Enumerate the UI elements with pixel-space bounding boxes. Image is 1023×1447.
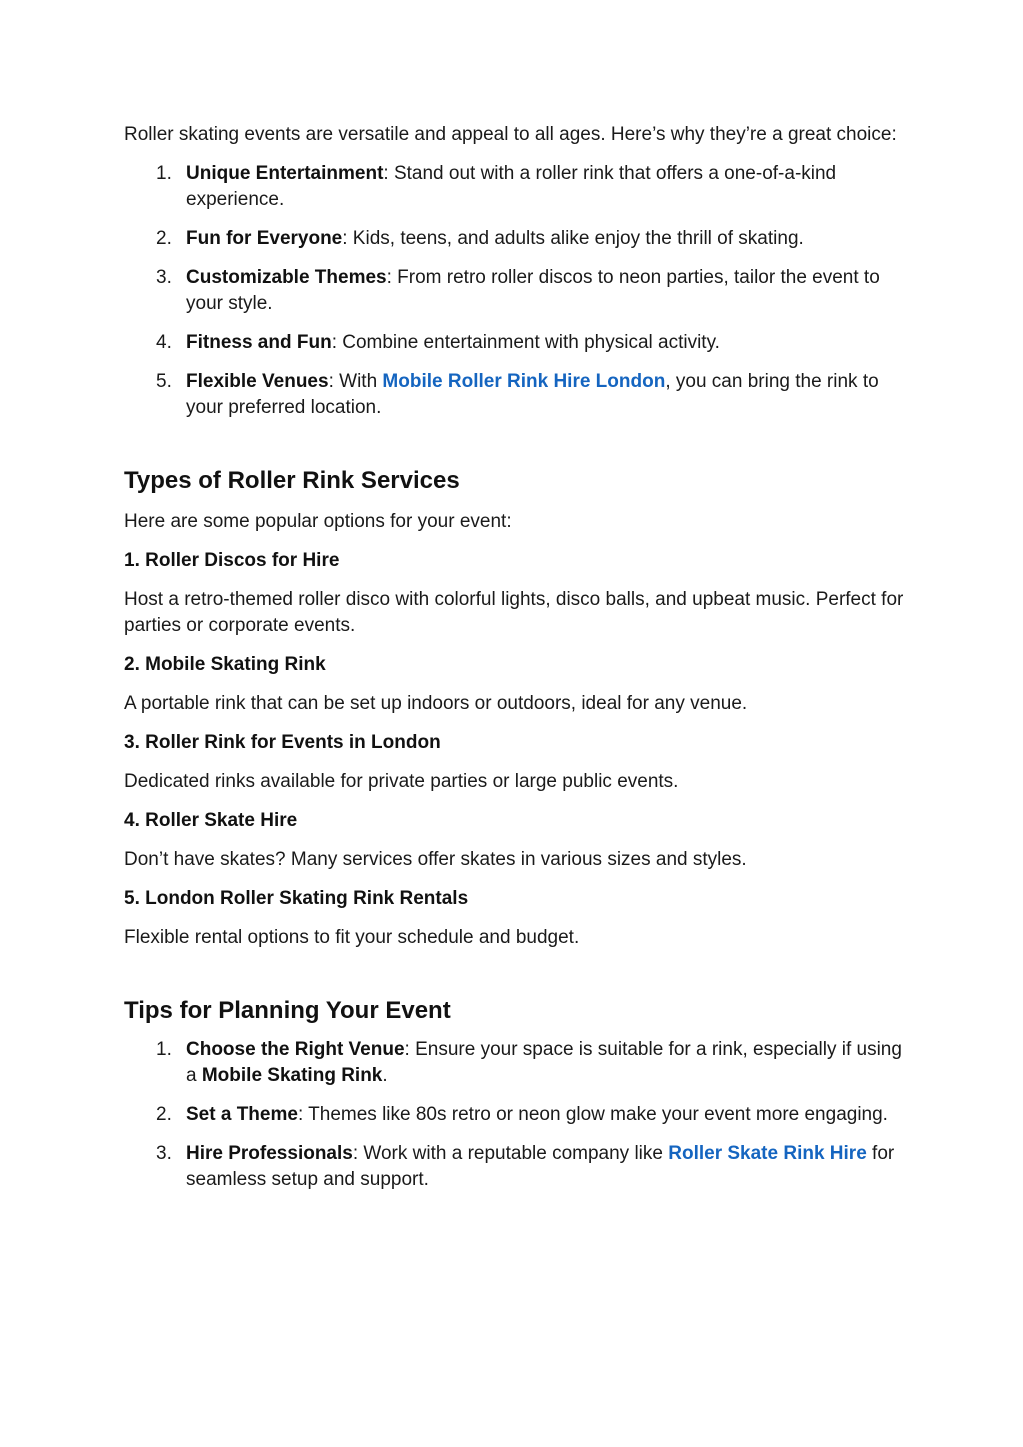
list-item-text: : Combine entertainment with physical activity. — [331, 332, 720, 353]
service-description: A portable rink that can be set up indoors or outdoors, ideal for any venue. — [124, 693, 748, 714]
list-item-text: : Stand out with a roller rink that offers a one-of-a-kind experience. — [186, 163, 837, 210]
list-item-title: Set a Theme — [186, 1104, 298, 1125]
list-item-text: for seamless setup and support. — [186, 1143, 895, 1190]
service-description: Dedicated rinks available for private parties or large public events. — [124, 771, 679, 792]
list-item-text: : Themes like 80s retro or neon glow make your event more engaging. — [297, 1104, 888, 1125]
mobile-roller-rink-hire-london-link[interactable]: Mobile Roller Rink Hire London — [382, 371, 666, 392]
list-number: 1. — [156, 1039, 172, 1060]
list-item-title: Fitness and Fun — [186, 332, 332, 353]
list-item-bold: Mobile Skating Rink — [201, 1065, 383, 1086]
tips-list — [124, 1037, 904, 1193]
list-number: 1. — [156, 163, 172, 184]
list-item — [124, 1102, 904, 1128]
list-item — [124, 265, 904, 317]
list-number: 4. — [156, 332, 172, 353]
list-item-title: Choose the Right Venue — [186, 1039, 405, 1060]
list-number: 3. — [156, 1143, 172, 1164]
service-description: Flexible rental options to fit your schedule and budget. — [124, 927, 580, 948]
list-number: 5. — [156, 371, 172, 392]
list-item-title: Unique Entertainment — [186, 163, 384, 184]
tips-heading: Tips for Planning Your Event — [124, 997, 451, 1024]
service-title: 3. Roller Rink for Events in London — [124, 732, 441, 753]
list-item-title: Customizable Themes — [186, 267, 387, 288]
list-item-text: , you can bring the rink to your preferred location. — [186, 371, 879, 418]
list-number: 3. — [156, 267, 172, 288]
roller-skate-rink-hire-link[interactable]: Roller Skate Rink Hire — [668, 1143, 867, 1164]
list-item — [124, 226, 904, 252]
service-title: 1. Roller Discos for Hire — [124, 550, 340, 571]
list-number: 2. — [156, 1104, 172, 1125]
types-intro: Here are some popular options for your event: — [124, 511, 512, 532]
list-item-text: . — [382, 1065, 388, 1086]
list-item-title: Flexible Venues — [186, 371, 329, 392]
list-item-text: : Work with a reputable company like — [352, 1143, 669, 1164]
list-item — [124, 369, 904, 421]
reasons-list — [124, 161, 904, 421]
list-item — [124, 1037, 904, 1089]
list-item — [124, 330, 904, 356]
service-title: 5. London Roller Skating Rink Rentals — [124, 888, 469, 909]
types-heading: Types of Roller Rink Services — [124, 467, 460, 494]
list-item-text: : Kids, teens, and adults alike enjoy the thrill of skating. — [342, 228, 804, 249]
service-description: Host a retro-themed roller disco with colorful lights, disco balls, and upbeat music. Perfect for parties or corporate events. — [124, 589, 904, 636]
intro-paragraph: Roller skating events are versatile and appeal to all ages. Here’s why they’re a great choice: — [124, 124, 897, 145]
list-item-text: : Ensure your space is suitable for a rink, especially if using a — [186, 1039, 902, 1086]
service-title: 4. Roller Skate Hire — [124, 810, 298, 831]
document-page — [124, 122, 904, 1206]
list-item-text: : With — [328, 371, 383, 392]
list-item — [124, 1141, 904, 1193]
list-number: 2. — [156, 228, 172, 249]
list-item — [124, 161, 904, 213]
list-item-text: : From retro roller discos to neon parties, tailor the event to your style. — [186, 267, 880, 314]
list-item-title: Fun for Everyone — [186, 228, 343, 249]
list-item-title: Hire Professionals — [186, 1143, 353, 1164]
service-description: Don’t have skates? Many services offer skates in various sizes and styles. — [124, 849, 747, 870]
service-title: 2. Mobile Skating Rink — [124, 654, 326, 675]
